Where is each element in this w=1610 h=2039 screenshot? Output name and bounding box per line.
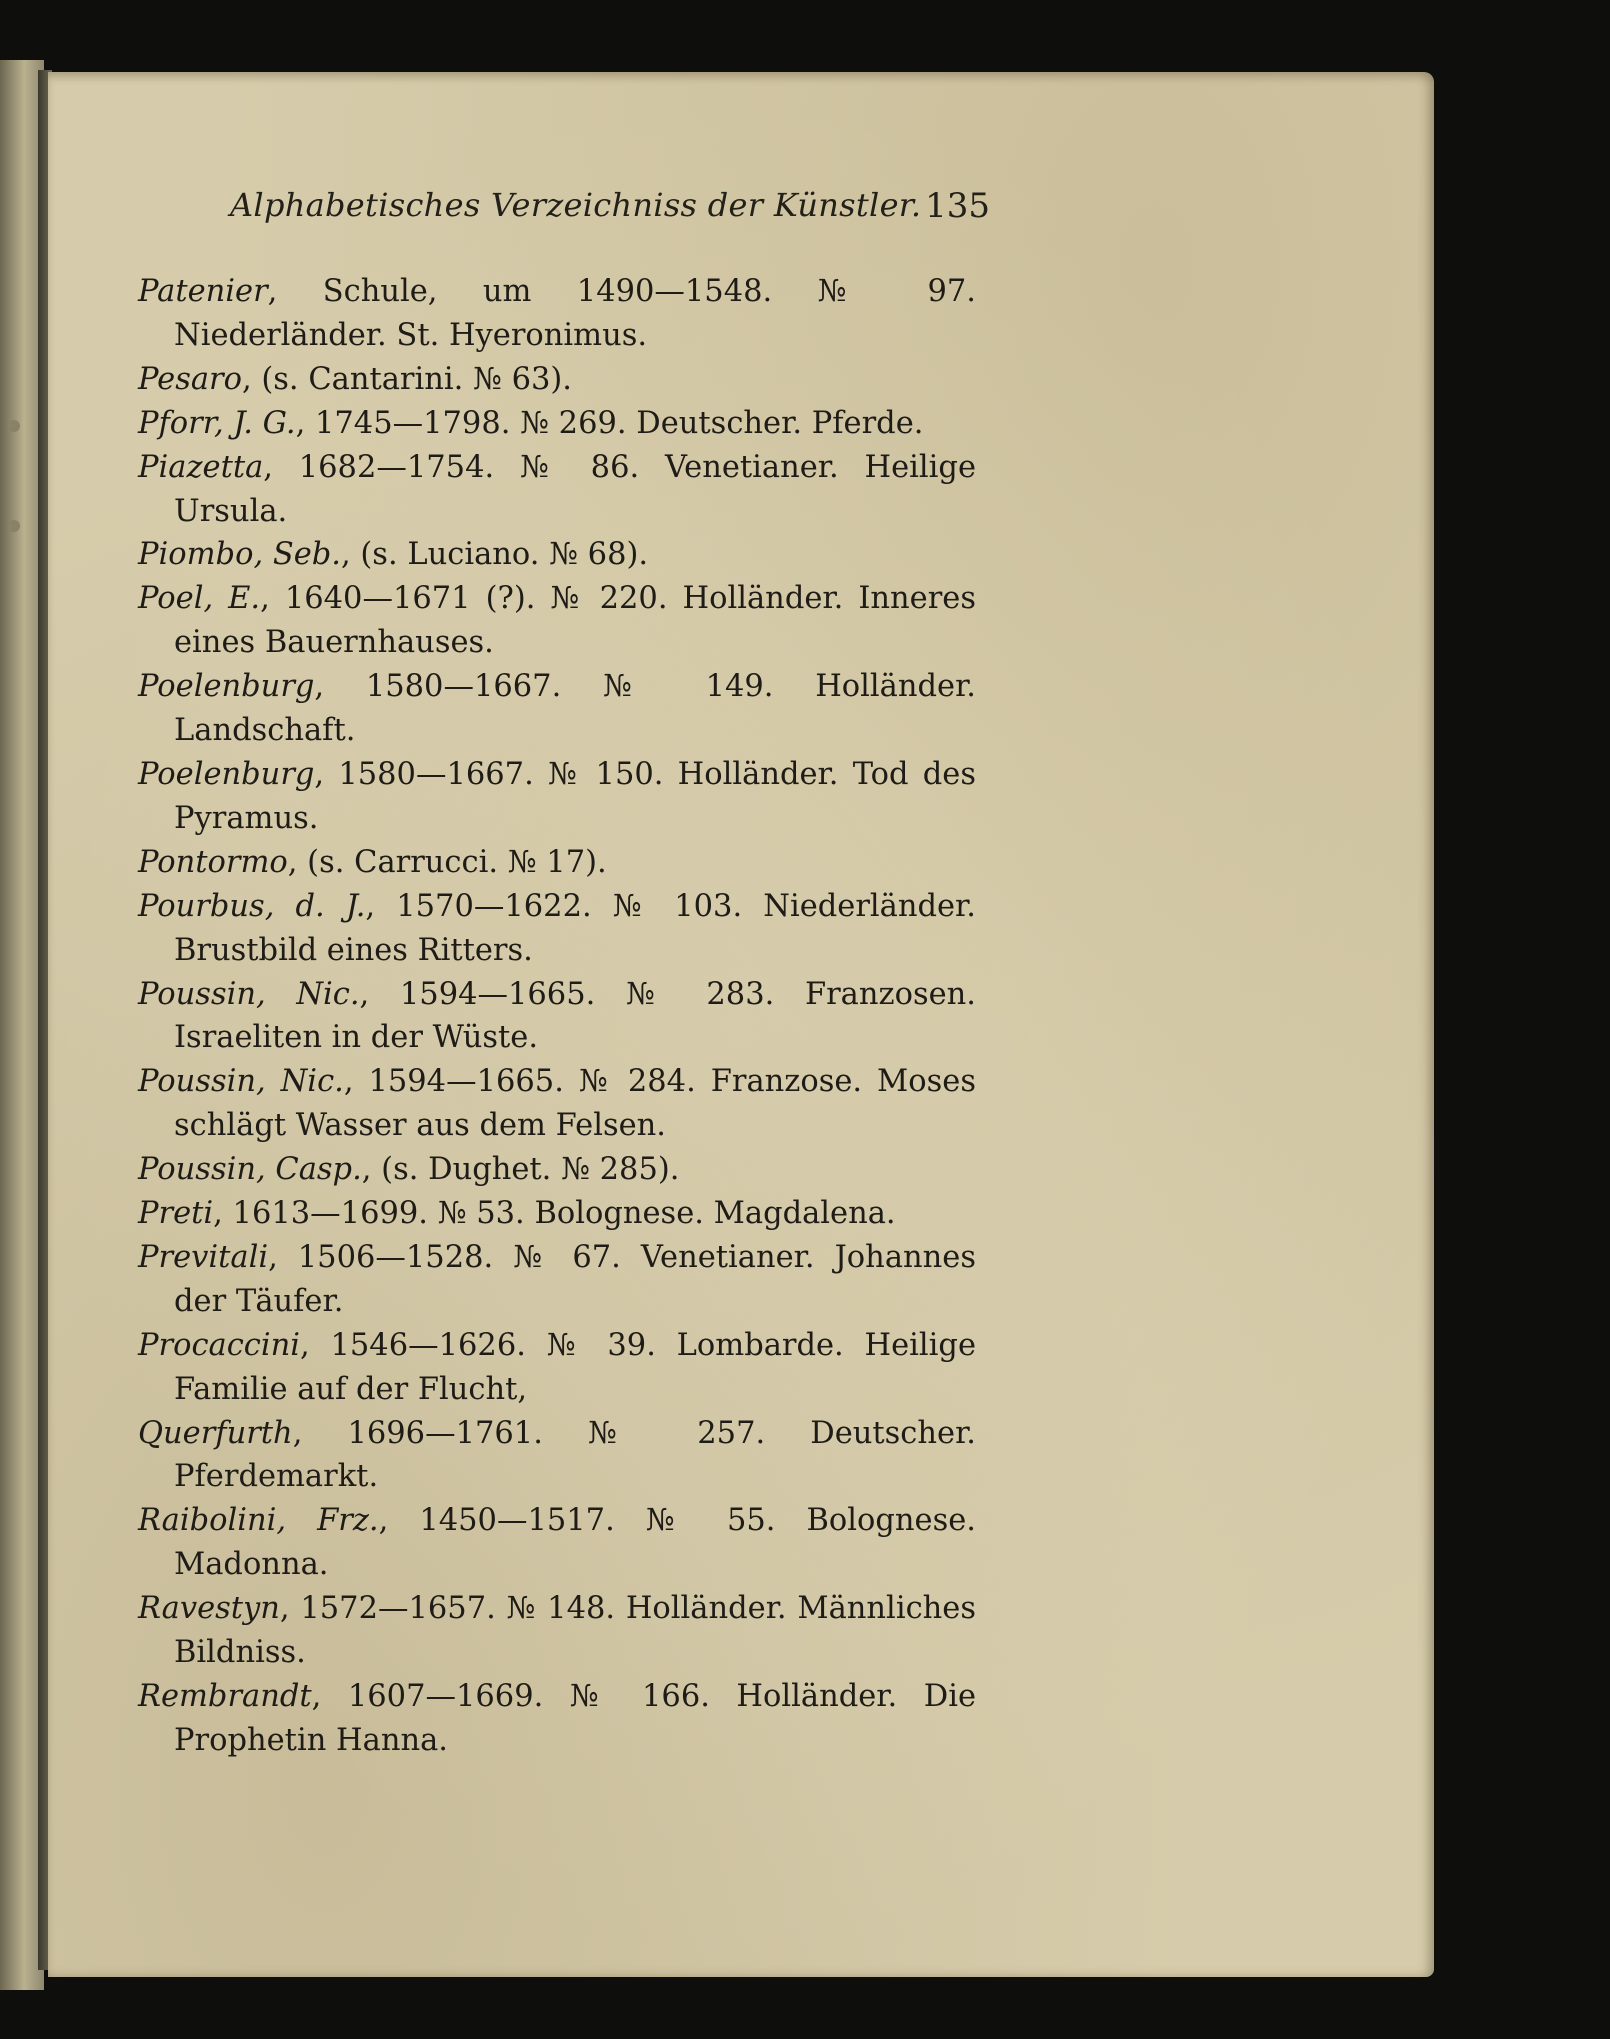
index-entry	[138, 1675, 976, 1763]
artist-name: Pontormo	[138, 844, 288, 880]
index-entry	[138, 446, 976, 534]
entry-details: , 1572—1657. № 148. Holländer. Männliches Bildniss.	[174, 1591, 976, 1671]
entry-details: , 1613—1699. № 53. Bolognese. Magdalena.	[213, 1196, 896, 1232]
entry-details: , (s. Dughet. № 285).	[361, 1152, 680, 1188]
binding-hole	[8, 420, 20, 432]
index-entry	[138, 358, 976, 402]
artist-name: Querfurth	[138, 1415, 293, 1451]
artist-name: Poussin, Nic.	[138, 1064, 344, 1100]
index-entry	[138, 1412, 976, 1500]
artist-name: Poelenburg	[138, 669, 315, 705]
artist-name: Rembrandt	[138, 1679, 312, 1714]
entry-details: , (s. Carrucci. № 17).	[287, 844, 607, 880]
artist-name: Previtali	[138, 1239, 269, 1275]
entry-details: , Schule, um 1490—1548. № 97. Niederländer. St. Hyeronimus.	[174, 274, 976, 353]
artist-name: Pforr, J. G.	[138, 405, 296, 441]
entry-details: , 1607—1669. № 166. Holländer. Die Prophetin Hanna.	[174, 1679, 976, 1758]
entry-details: , 1580—1667. № 150. Holländer. Tod des Pyramus.	[174, 756, 976, 836]
artist-index-list	[138, 270, 976, 1763]
entry-details: , (s. Luciano. № 68).	[341, 537, 649, 573]
artist-name: Poelenburg	[138, 756, 315, 792]
page-header	[230, 186, 990, 230]
index-entry	[138, 402, 976, 446]
artist-name: Poel, E.	[138, 581, 261, 617]
artist-name: Piombo, Seb.	[138, 537, 342, 573]
index-entry	[138, 1324, 976, 1412]
index-entry	[138, 753, 976, 841]
index-entry	[138, 973, 976, 1061]
index-entry	[138, 885, 976, 973]
artist-name: Preti	[138, 1196, 214, 1232]
index-entry	[138, 1060, 976, 1148]
entry-details: , 1745—1798. № 269. Deutscher. Pferde.	[295, 405, 924, 441]
page-number: 135	[925, 186, 990, 226]
index-entry	[138, 1499, 976, 1587]
entry-details: , 1570—1622. № 103. Niederländer. Brustbild eines Ritters.	[174, 888, 976, 968]
index-entry	[138, 577, 976, 665]
entry-details: , 1696—1761. № 257. Deutscher. Pferdemarkt.	[174, 1415, 976, 1495]
index-entry	[138, 841, 976, 885]
artist-name: Pourbus, d. J.	[138, 888, 366, 924]
index-entry	[138, 1587, 976, 1675]
artist-name: Poussin, Casp.	[138, 1152, 362, 1188]
artist-name: Raibolini, Frz.	[138, 1503, 379, 1539]
entry-details: , 1506—1528. № 67. Venetianer. Johannes der Täufer.	[174, 1239, 976, 1319]
artist-name: Ravestyn	[138, 1591, 280, 1627]
artist-name: Procaccini	[138, 1327, 301, 1363]
entry-details: , 1580—1667. № 149. Holländer. Landschaft.	[174, 669, 976, 749]
index-entry	[138, 533, 976, 577]
entry-details: , 1594—1665. № 283. Franzosen. Israeliten in der Wüste.	[174, 976, 976, 1056]
entry-details: , 1594—1665. № 284. Franzose. Moses schlägt Wasser aus dem Felsen.	[174, 1064, 976, 1144]
index-entry	[138, 1148, 976, 1192]
running-title: Alphabetisches Verzeichniss der Künstler.	[230, 186, 922, 224]
artist-name: Patenier	[138, 274, 268, 309]
index-entry	[138, 1192, 976, 1236]
entry-details: , 1546—1626. № 39. Lombarde. Heilige Familie auf der Flucht,	[174, 1327, 976, 1407]
index-entry	[138, 665, 976, 753]
index-entry	[138, 270, 976, 358]
entry-details: , (s. Cantarini. № 63).	[241, 361, 573, 397]
artist-name: Pesaro	[138, 361, 242, 397]
entry-details: , 1450—1517. № 55. Bolognese. Madonna.	[174, 1503, 976, 1583]
artist-name: Piazetta	[138, 449, 264, 485]
index-entry	[138, 1236, 976, 1324]
artist-name: Poussin, Nic.	[138, 976, 360, 1012]
binding-hole	[8, 520, 20, 532]
entry-details: , 1640—1671 (?). № 220. Holländer. Inneres eines Bauernhauses.	[174, 581, 976, 661]
entry-details: , 1682—1754. № 86. Venetianer. Heilige Ursula.	[174, 449, 976, 529]
